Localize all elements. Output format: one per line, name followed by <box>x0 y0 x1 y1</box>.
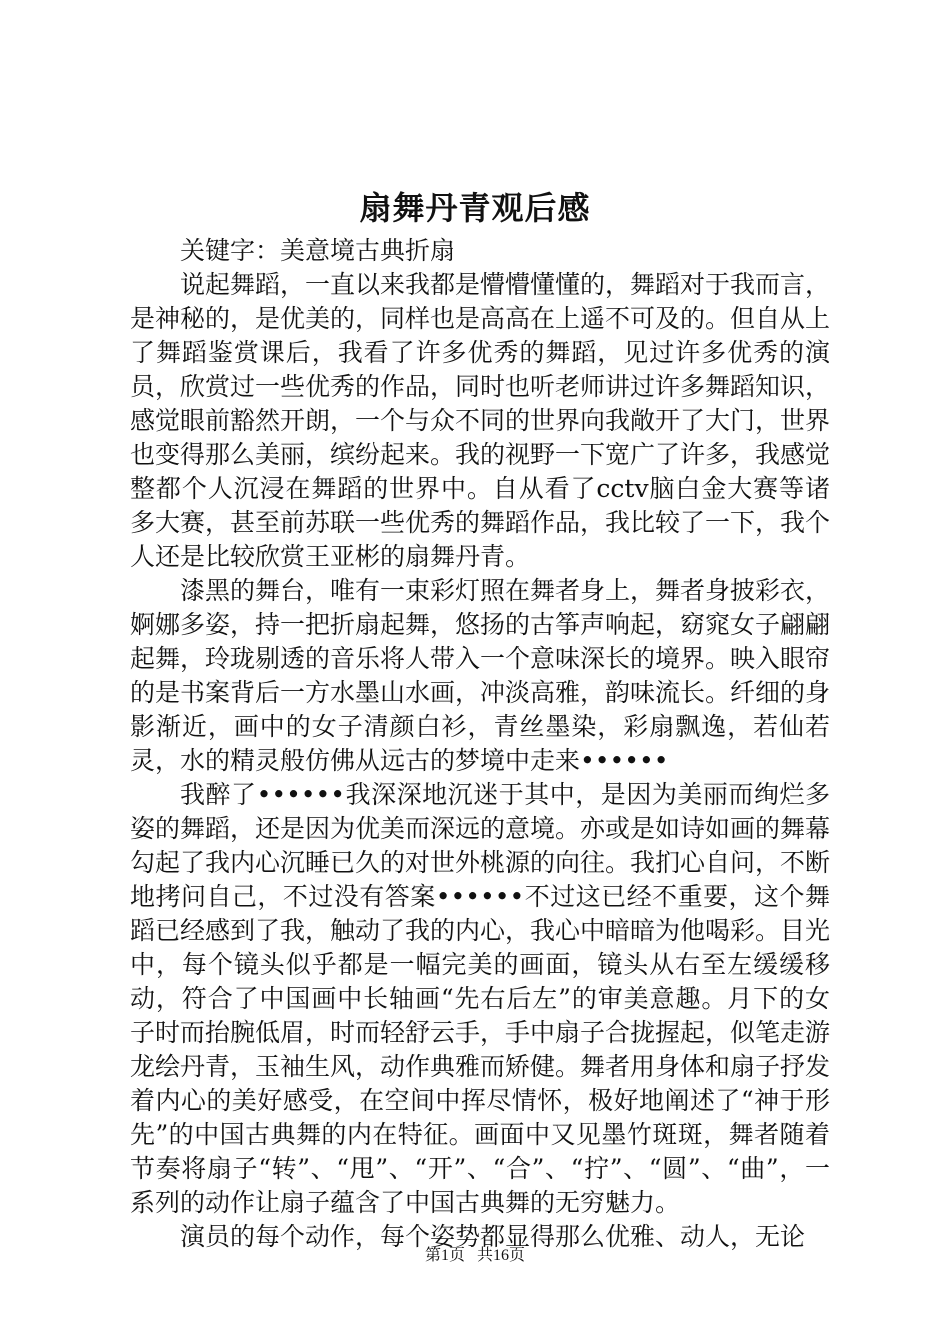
paragraph: 演员的每个动作，每个姿势都显得那么优雅、动人，无论 <box>180 1222 806 1251</box>
page-number: 第1页 <box>424 1247 465 1264</box>
page-total: 共16页 <box>477 1247 526 1264</box>
paragraph: 说起舞蹈，一直以来我都是懵懵懂懂的，舞蹈对于我而言，是神秘的，是优美的，同样也是高高在上遥不可及的。但自从上了舞蹈鉴赏课后，我看了许多优秀的舞蹈，见过许多优秀的演员，欣赏过一些优秀的作品，同时也听老师讲过许多舞蹈知识，感觉眼前豁然开朗，一个与众不同的世界向我敞开了大门，世界也变得那么美丽，缤纷起来。我的视野一下宽广了许多，我感觉整都个人沉浸在舞蹈的世界中。自从看了cctv脑白金大赛等诸多大赛，甚至前苏联一些优秀的舞蹈作品，我比较了一下，我个人还是比较欣赏王亚彬的扇舞丹青。 <box>130 270 831 571</box>
paragraph: 漆黑的舞台，唯有一束彩灯照在舞者身上，舞者身披彩衣，婀娜多姿，持一把折扇起舞，悠扬的古筝声响起，窈窕女子翩翩起舞，玲珑剔透的音乐将人带入一个意味深长的境界。映入眼帘的是书案背后一方水墨山水画，冲淡高雅，韵味流长。纤细的身影渐近，画中的女子清颜白衫，青丝墨染，彩扇飘逸，若仙若灵，水的精灵般仿佛从远古的梦境中走来•••••• <box>130 576 831 775</box>
document-body <box>130 234 830 1254</box>
document-title: 扇舞丹青观后感 <box>359 189 591 227</box>
paragraph: 我醉了••••••我深深地沉迷于其中，是因为美丽而绚烂多姿的舞蹈，还是因为优美而深远的意境。亦或是如诗如画的舞幕勾起了我内心沉睡已久的对世外桃源的向往。我扪心自问，不断地拷问自己，不过没有答案••••••不过这已经不重要，这个舞蹈已经感到了我，触动了我的内心，我心中暗暗为他喝彩。目光中，每个镜头似乎都是一幅完美的画面，镜头从右至左缓缓移动，符合了中国画中长轴画“先右后左”的审美意趣。月下的女子时而抬腕低眉，时而轻舒云手，手中扇子合拢握起，似笔走游龙绘丹青，玉袖生风，动作典雅而矫健。舞者用身体和扇子抒发着内心的美好感受，在空间中挥尽情怀，极好地阐述了“神于形先”的中国古典舞的内在特征。画面中又见墨竹斑斑，舞者随着节奏将扇子“转”、“甩”、“开”、“合”、“拧”、“圆”、“曲”，一系列的动作让扇子蕴含了中国古典舞的无穷魅力。 <box>130 780 831 1217</box>
page-footer <box>0 1245 950 1267</box>
keywords-line: 关键字：美意境古典折扇 <box>180 236 456 265</box>
